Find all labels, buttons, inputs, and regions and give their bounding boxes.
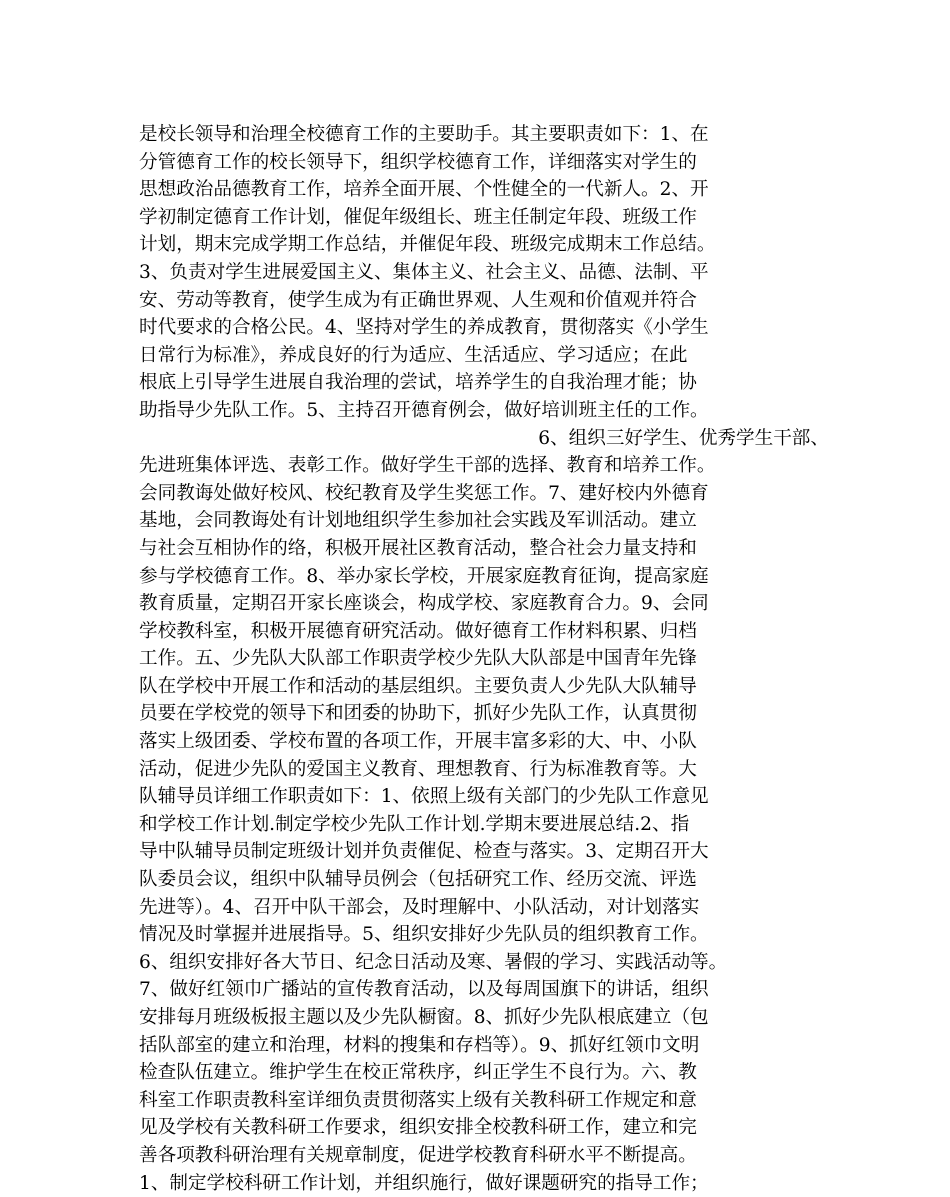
text-line: 学校教科室，积极开展德育研究活动。做好德育工作材料积累、归档	[139, 620, 697, 642]
text-line: 落实上级团委、学校布置的各项工作，开展丰富多彩的大、中、小队	[139, 731, 697, 753]
text-line: 时代要求的合格公民。4、坚持对学生的养成教育，贯彻落实《小学生	[139, 317, 709, 339]
text-line: 7、做好红领巾广播站的宣传教育活动，以及每周国旗下的讲话，组织	[139, 979, 709, 1001]
text-line: 6、组织安排好各大节日、纪念日活动及寒、暑假的学习、实践活动等。	[139, 951, 728, 973]
text-line: 安排每月班级板报主题以及少先队橱窗。8、抓好少先队根底建立（包	[139, 1007, 709, 1028]
text-line: 活动，促进少先队的爱国主义教育、理想教育、行为标准教育等。大	[139, 758, 697, 780]
text-line: 括队部室的建立和治理，材料的搜集和存档等）。9、抓好红领巾文明	[139, 1034, 700, 1056]
text-line: 善各项教科研治理有关规章制度，促进学校教育科研水平不断提高。	[139, 1144, 697, 1166]
text-line: 是校长领导和治理全校德育工作的主要助手。其主要职责如下：1、在	[139, 124, 709, 145]
text-line: 工作。五、少先队大队部工作职责学校少先队大队部是中国青年先锋	[139, 648, 697, 670]
text-line: 分管德育工作的校长领导下，组织学校德育工作，详细落实对学生的	[139, 151, 697, 173]
text-line: 6、组织三好学生、优秀学生干部、	[538, 427, 829, 449]
text-line: 导中队辅导员制定班级计划并负责催促、检查与落实。3、定期召开大	[139, 841, 709, 863]
text-line: 学初制定德育工作计划，催促年级组长、班主任制定年段、班级工作	[139, 206, 697, 228]
text-line: 检查队伍建立。维护学生在校正常秩序，纠正学生不良行为。六、教	[139, 1062, 697, 1084]
text-line: 与社会互相协作的络，积极开展社区教育活动，整合社会力量支持和	[139, 537, 697, 559]
text-line: 会同教诲处做好校风、校纪教育及学生奖惩工作。7、建好校内外德育	[139, 482, 709, 504]
text-line: 队委员会议，组织中队辅导员例会（包括研究工作、经历交流、评选	[139, 869, 697, 891]
text-line: 助指导少先队工作。5、主持召开德育例会，做好培训班主任的工作。	[139, 399, 709, 421]
text-line: 教育质量，定期召开家长座谈会，构成学校、家庭教育合力。9、会同	[139, 593, 709, 615]
text-line: 见及学校有关教科研工作要求，组织安排全校教科研工作，建立和完	[139, 1117, 697, 1139]
text-line: 队在学校中开展工作和活动的基层组织。主要负责人少先队大队辅导	[139, 675, 697, 697]
text-line: 先进班集体评选、表彰工作。做好学生干部的选择、教育和培养工作。	[139, 455, 716, 477]
text-line: 日常行为标准》，养成良好的行为适应、生活适应、学习适应；在此	[139, 344, 688, 366]
text-line: 3、负责对学生进展爱国主义、集体主义、社会主义、品德、法制、平	[139, 261, 709, 283]
text-line: 思想政治品德教育工作，培养全面开展、个性健全的一代新人。2、开	[139, 179, 709, 201]
text-line: 计划，期末完成学期工作总结，并催促年段、班级完成期末工作总结。	[139, 234, 716, 256]
text-line: 基地，会同教诲处有计划地组织学生参加社会实践及军训活动。建立	[139, 510, 697, 532]
text-line: 参与学校德育工作。8、举办家长学校，开展家庭教育征询，提高家庭	[139, 565, 709, 587]
text-line: 科室工作职责教科室详细负责贯彻落实上级有关教科研工作规定和意	[139, 1089, 697, 1111]
text-line: 和学校工作计划.制定学校少先队工作计划.学期末要进展总结.2、指	[139, 813, 690, 835]
text-line: 员要在学校党的领导下和团委的协助下，抓好少先队工作，认真贯彻	[139, 703, 697, 725]
document-body	[139, 121, 829, 1197]
text-line: 情况及时掌握并进展指导。5、组织安排好少先队员的组织教育工作。	[139, 924, 709, 946]
text-line: 队辅导员详细工作职责如下：1、依照上级有关部门的少先队工作意见	[139, 786, 709, 808]
text-line: 1、制定学校科研工作计划，并组织施行，做好课题研究的指导工作；	[139, 1172, 709, 1194]
text-line: 根底上引导学生进展自我治理的尝试，培养学生的自我治理才能；协	[139, 372, 697, 394]
text-line: 安、劳动等教育，使学生成为有正确世界观、人生观和价值观并符合	[139, 289, 697, 311]
text-line: 先进等）。4、召开中队干部会，及时理解中、小队活动，对计划落实	[139, 896, 700, 918]
